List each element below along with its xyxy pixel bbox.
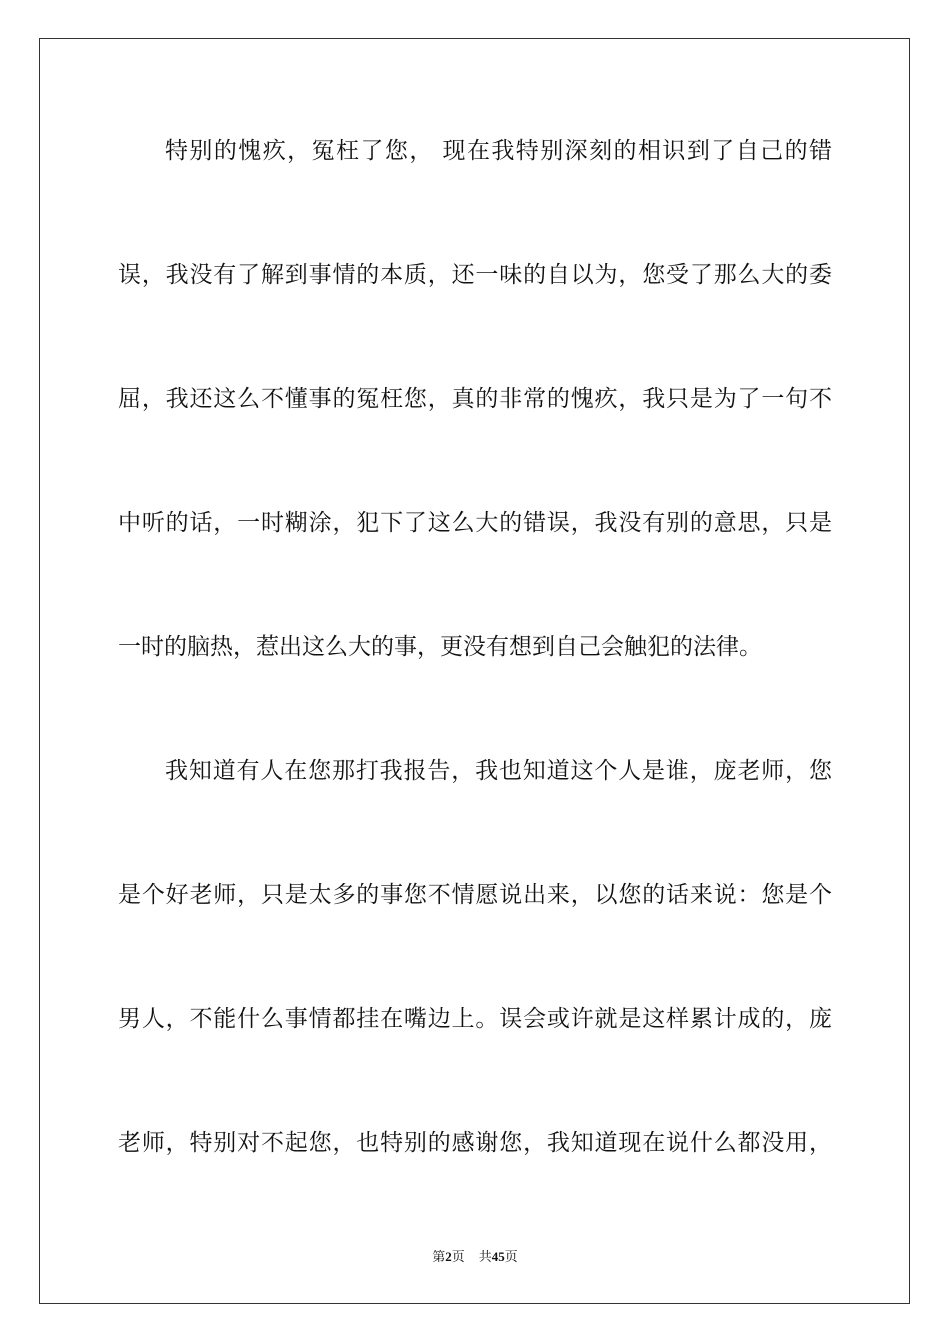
total-pages-number: 45 (491, 1249, 505, 1264)
text-line: 误，我没有了解到事情的本质，还一味的自以为，您受了那么大的委 (118, 262, 832, 288)
text-line: 男人，不能什么事情都挂在嘴边上。误会或许就是这样累计成的，庞 (118, 1006, 832, 1032)
footer-total-suffix: 页 (504, 1249, 518, 1264)
footer-total-prefix: 共 (478, 1249, 492, 1264)
page-border (39, 38, 910, 1304)
text-line: 老师，特别对不起您，也特别的感谢您，我知道现在说什么都没用， (118, 1130, 832, 1156)
text-line: 一时的脑热，惹出这么大的事，更没有想到自己会触犯的法律。 (118, 634, 762, 660)
text-line: 屈，我还这么不懂事的冤枉您，真的非常的愧疚，我只是为了一句不 (118, 386, 832, 412)
footer-prefix: 第 (432, 1249, 446, 1264)
text-line: 我知道有人在您那打我报告，我也知道这个人是谁，庞老师，您 (165, 758, 832, 784)
text-line: 中听的话，一时糊涂，犯下了这么大的错误，我没有别的意思，只是 (118, 510, 832, 536)
text-line: 是个好老师，只是太多的事您不情愿说出来，以您的话来说：您是个 (118, 882, 832, 908)
page-footer (0, 1248, 950, 1266)
footer-page-suffix: 页 (451, 1249, 465, 1264)
text-line: 特别的愧疚，冤枉了您， 现在我特别深刻的相识到了自己的错 (165, 138, 832, 164)
current-page-number: 2 (445, 1249, 452, 1264)
